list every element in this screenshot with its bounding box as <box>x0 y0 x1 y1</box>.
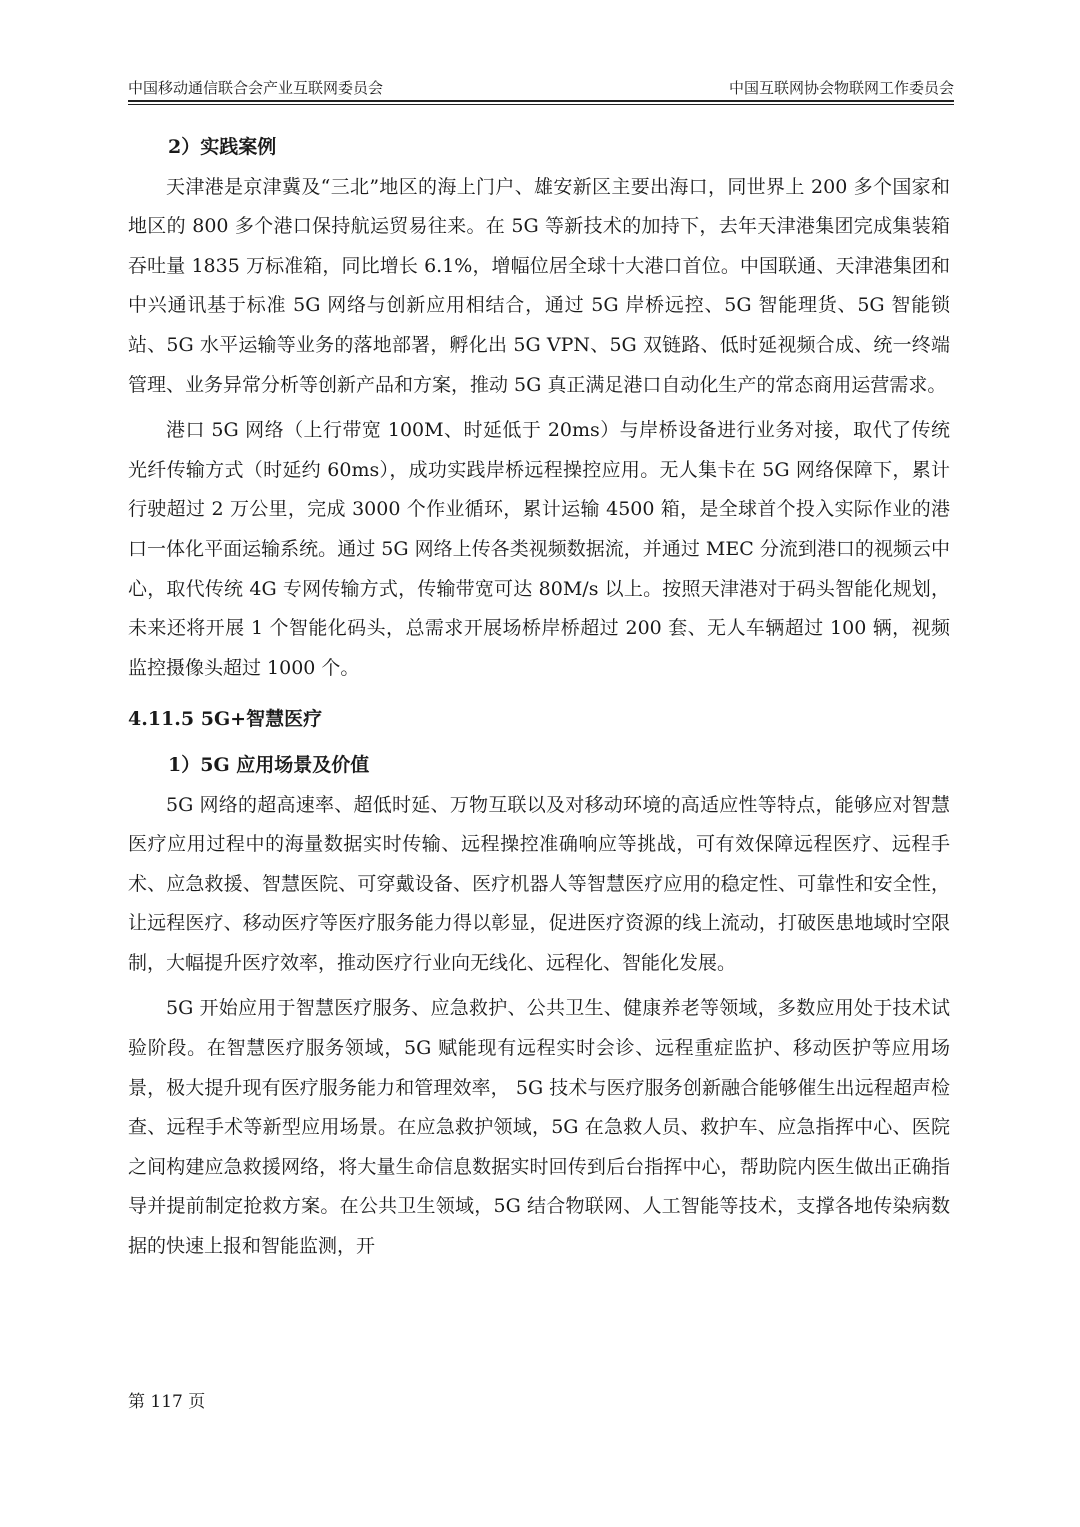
header-rule-thick <box>128 100 954 102</box>
header-right-org: 中国互联网协会物联网工作委员会 <box>728 79 954 97</box>
body-paragraph: 天津港是京津冀及“三北”地区的海上门户、雄安新区主要出海口，同世界上 200 多个国家和地区的 800 多个港口保持航运贸易往来。在 5G 等新技术的加持下，去年天津港集团完成集装箱吞吐量 1835 万标准箱，同比增长 6.1%，增幅位居全球十大港口首位。中国联通、天津港集团和中兴通讯基于标准 5G 网络与创新应用相结合，通过 5G 岸桥远控、5G 智能理货、5G 智能锁站、5G 水平运输等业务的落地部署，孵化出 5G VPN、5G 双链路、低时延视频合成、统一终端管理、业务异常分析等创新产品和方案，推动 5G 真正满足港口自动化生产的常态商用运营需求。 <box>128 175 950 396</box>
body-paragraph: 5G 网络的超高速率、超低时延、万物互联以及对移动环境的高适应性等特点，能够应对智慧医疗应用过程中的海量数据实时传输、远程操控准确响应等挑战，可有效保障远程医疗、远程手术、应急救援、智慧医院、可穿戴设备、医疗机器人等智慧医疗应用的稳定性、可靠性和安全性，让远程医疗、移动医疗等医疗服务能力得以彰显，促进医疗资源的线上流动，打破医患地域时空限制，大幅提升医疗效率，推动医疗行业向无线化、远程化、智能化发展。 <box>128 793 950 974</box>
header-rule-thin <box>128 104 954 105</box>
header-left-org: 中国移动通信联合会产业互联网委员会 <box>128 79 384 97</box>
page-number: 第 117 页 <box>128 1392 206 1412</box>
page-body <box>128 128 950 1267</box>
section-heading: 4.11.5 5G+智慧医疗 <box>128 708 323 731</box>
subsection-heading: 1）5G 应用场景及价值 <box>168 753 370 776</box>
body-paragraph: 港口 5G 网络（上行带宽 100M、时延低于 20ms）与岸桥设备进行业务对接，取代了传统光纤传输方式（时延约 60ms），成功实践岸桥远程操控应用。无人集卡在 5G 网络保障下，累计行驶超过 2 万公里，完成 3000 个作业循环，累计运输 4500 箱，是全球首个投入实际作业的港口一体化平面运输系统。通过 5G 网络上传各类视频数据流，并通过 MEC 分流到港口的视频云中心，取代传统 4G 专网传输方式，传输带宽可达 80M/s 以上。按照天津港对于码头智能化规划，未来还将开展 1 个智能化码头，总需求开展场桥岸桥超过 200 套、无人车辆超过 100 辆，视频监控摄像头超过 1000 个。 <box>128 419 950 679</box>
page-header <box>128 76 954 100</box>
case-heading: 2）实践案例 <box>168 136 277 158</box>
body-paragraph: 5G 开始应用于智慧医疗服务、应急救护、公共卫生、健康养老等领域，多数应用处于技术试验阶段。在智慧医疗服务领域，5G 赋能现有远程实时会诊、远程重症监护、移动医护等应用场景，极大提升现有医疗服务能力和管理效率， 5G 技术与医疗服务创新融合能够催生出远程超声检查、远程手术等新型应用场景。在应急救护领域，5G 在急救人员、救护车、应急指挥中心、医院之间构建应急救援网络，将大量生命信息数据实时回传到后台指挥中心，帮助院内医生做出正确指导并提前制定抢救方案。在公共卫生领域，5G 结合物联网、人工智能等技术，支撑各地传染病数据的快速上报和智能监测，开 <box>128 997 950 1258</box>
